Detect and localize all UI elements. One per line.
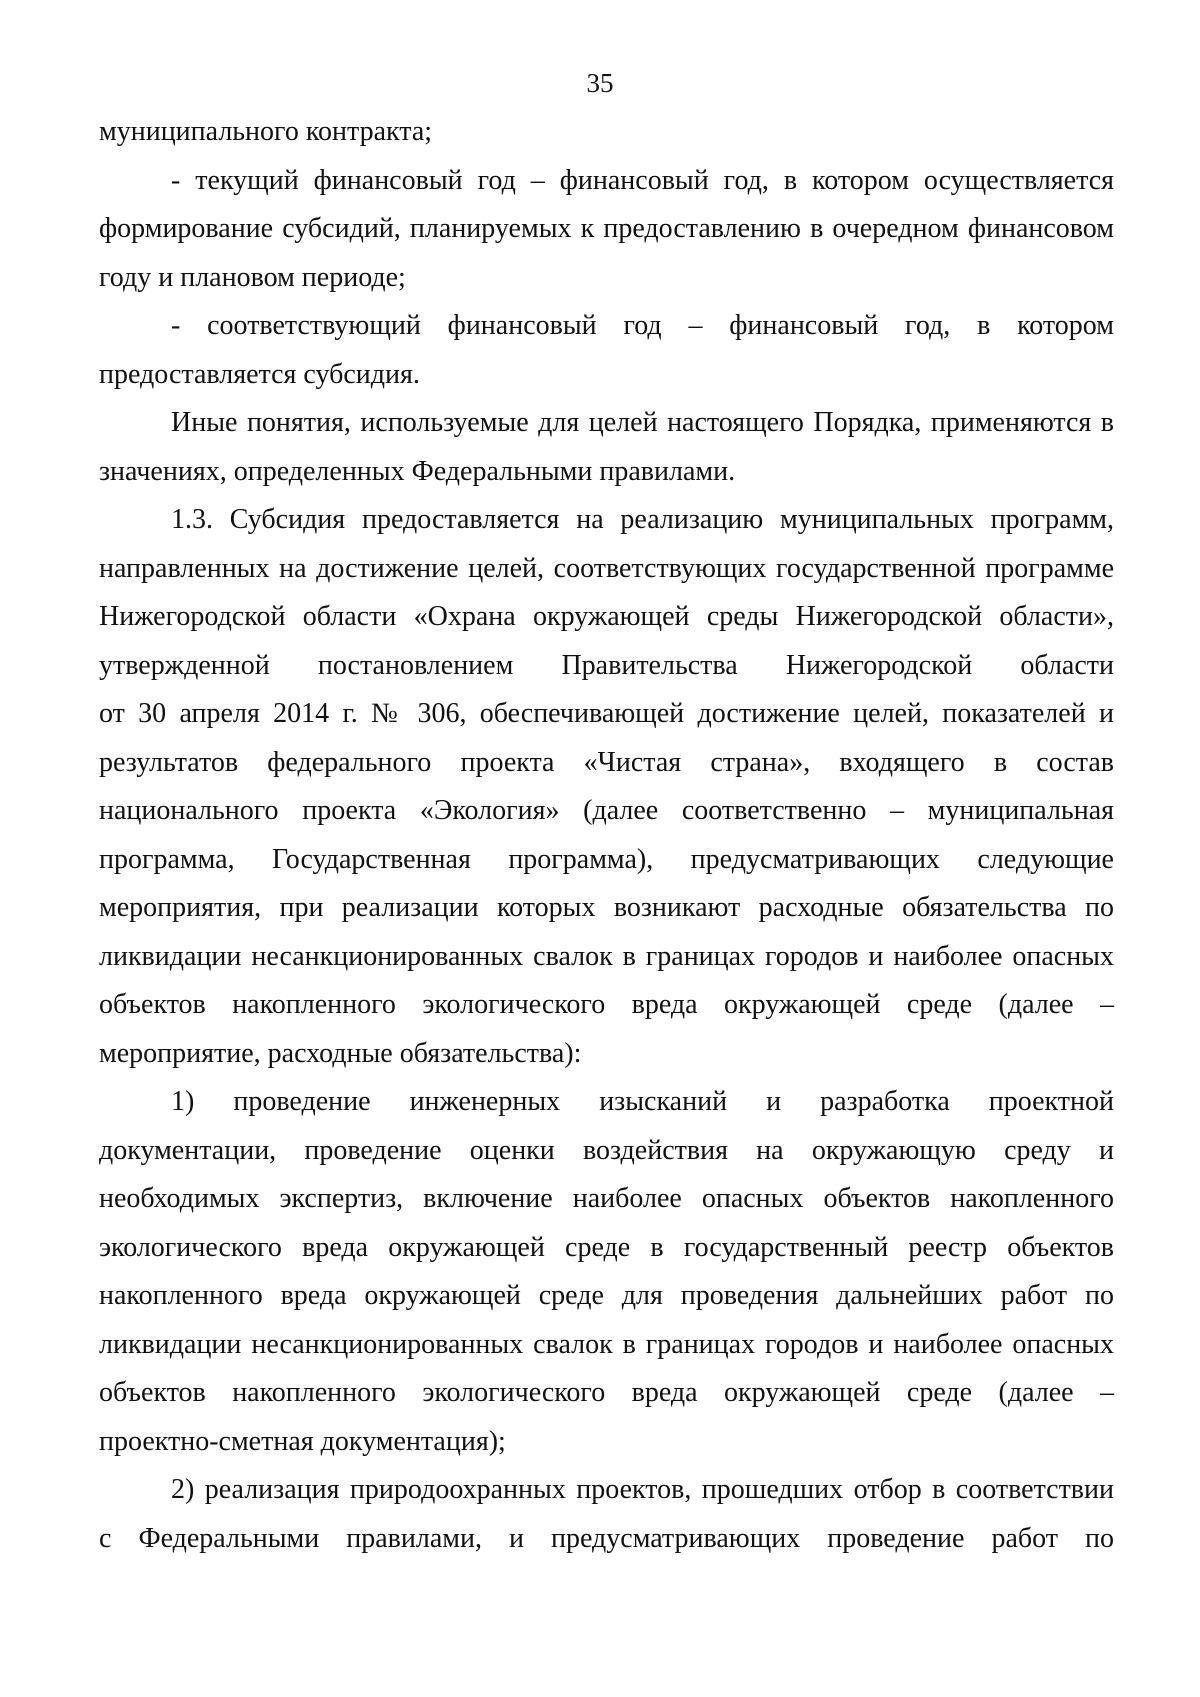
document-body: [99, 108, 1114, 1563]
text-line: значениях, определенных Федеральными правилами.: [99, 455, 736, 487]
text-line: утвержденной постановлением Правительства Нижегородской области: [99, 649, 1114, 681]
text-line: формирование субсидий, планируемых к предоставлению в очередном финансовом: [99, 213, 1114, 244]
text-line: муниципального контракта;: [99, 116, 433, 147]
text-line: мероприятие, расходные обязательства):: [99, 1037, 582, 1069]
text-line: с Федеральными правилами, и предусматривающих проведение работ по: [99, 1522, 1114, 1554]
text-line: объектов накопленного экологического вреда окружающей среде (далее –: [99, 1377, 1114, 1408]
text-line: необходимых экспертиз, включение наиболее опасных объектов накопленного: [99, 1183, 1114, 1214]
text-line: 1) проведение инженерных изысканий и разработка проектной: [171, 1086, 1114, 1117]
text-line: мероприятия, при реализации которых возникают расходные обязательства по: [99, 892, 1114, 923]
text-line: Нижегородской области «Охрана окружающей среды Нижегородской области»,: [99, 601, 1114, 632]
text-line: направленных на достижение целей, соответствующих государственной программе: [99, 552, 1114, 584]
text-line: документации, проведение оценки воздействия на окружающую среду и: [99, 1134, 1114, 1166]
text-line: году и плановом периоде;: [99, 261, 406, 293]
text-line: проектно-сметная документация);: [99, 1425, 506, 1457]
text-line: программа, Государственная программа), предусматривающих следующие: [99, 843, 1114, 875]
text-line: - соответствующий финансовый год – финансовый год, в котором: [171, 310, 1114, 341]
text-line: 1.3. Субсидия предоставляется на реализацию муниципальных программ,: [171, 504, 1114, 535]
text-line: - текущий финансовый год – финансовый год, в котором осуществляется: [171, 164, 1114, 196]
text-line: 2) реализация природоохранных проектов, прошедших отбор в соответствии: [171, 1474, 1114, 1505]
text-line: объектов накопленного экологического вреда окружающей среде (далее –: [99, 989, 1114, 1020]
text-line: ликвидации несанкционированных свалок в границах городов и наиболее опасных: [99, 1328, 1114, 1360]
text-line: экологического вреда окружающей среде в государственный реестр объектов: [99, 1231, 1114, 1263]
text-line: от 30 апреля 2014 г. № 306, обеспечивающей достижение целей, показателей и: [99, 698, 1114, 729]
text-line: ликвидации несанкционированных свалок в границах городов и наиболее опасных: [99, 940, 1114, 972]
text-line: национального проекта «Экология» (далее соответственно – муниципальная: [99, 795, 1114, 826]
text-line: предоставляется субсидия.: [99, 358, 420, 390]
text-line: результатов федерального проекта «Чистая страна», входящего в состав: [99, 746, 1114, 778]
page-number: 35: [586, 68, 614, 98]
text-line: накопленного вреда окружающей среде для проведения дальнейших работ по: [99, 1280, 1114, 1311]
text-line: Иные понятия, используемые для целей настоящего Порядка, применяются в: [171, 407, 1114, 438]
